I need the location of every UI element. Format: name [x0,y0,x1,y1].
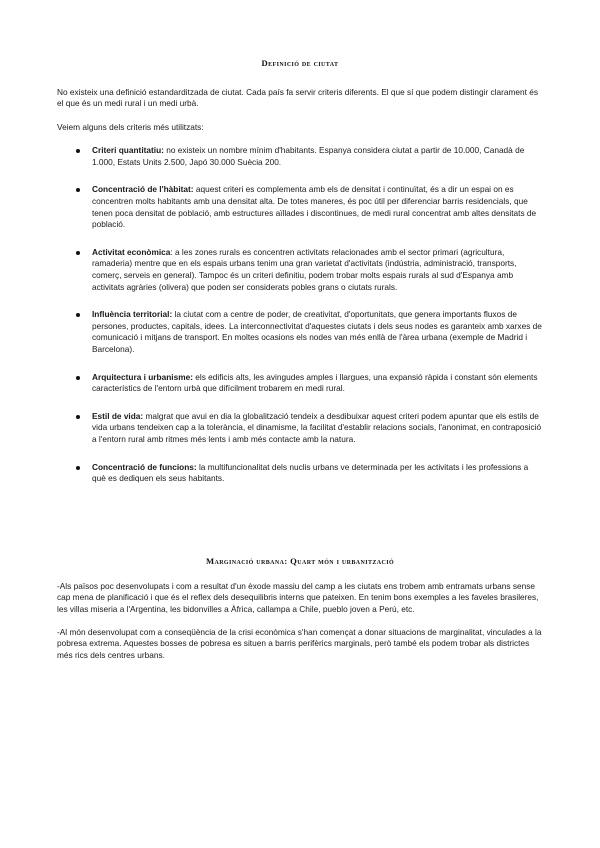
bullet-icon [76,415,80,419]
list-item [57,372,543,395]
intro-paragraph: No existeix una definició estandarditzada de ciutat. Cada país fa servir criteris diferents. El que sí que podem distingir clarament és el que és un medi rural i un medi urbà. [57,87,539,109]
list-item [57,184,543,230]
criteria-term: Criteri quantitatiu: [92,145,164,156]
criteria-text: : a les zones rurals es concentren activitats relacionades amb el sector primari (agricultura, ramaderia) mentre que en els espais urbans tenim una gran varietat d'activitats (indústria, administració, transports, comerç, serveis en general). Tampoc és un criteri definitiu, podem trobar molts espais rurals al sud d'Espanya amb activitats agràries (olivera) que poden ser considerats pobles grans o ciutats rurals. [92,246,517,292]
criteria-term: Arquitectura i urbanisme: [92,371,193,382]
criteria-term: Influència territorial: [92,309,173,320]
list-item [57,411,543,446]
list-item [57,462,543,485]
criteria-lead: Veiem alguns dels criteris més utilitzats: [57,121,204,132]
bullet-icon [76,251,80,255]
criteria-text: malgrat que avui en dia la globalització tendeix a desdibuixar aquest criteri podem apuntar que els estils de vida urbans tendeixen cap a la tolerància, el dinamisme, la facilitat d'establir relacions socials, l'anonimat, en contraposició a l'entorn rural amb ritmes més lents i amb més contacte amb la natura. [92,410,542,444]
list-item [57,145,543,168]
bullet-icon [76,466,80,470]
criteria-term: Activitat econòmica [92,246,171,257]
bullet-icon [76,313,80,317]
marginacio-paragraph: -Als països poc desenvolupats i com a resultat d'un èxode massiu del camp a les ciutats ens trobem amb entramats urbans sense cap mena de planificació i que és el reflex dels desequilibris interns que pateixen. En tenim bons exemples a les faveles brasileres, les villas miseria a l'Argentina, les bidonvilles a Àfrica, callampa a Chile, pueblo joven a Perú, etc. [57,580,539,614]
list-item [57,309,543,355]
criteria-text: aquest criteri es complementa amb els de densitat i continuïtat, és a dir un espai on es concentren molts habitants amb una densitat alta. De totes maneres, és poc útil per diferenciar barris residencials, que tenen poca densitat de població, amb estructures aïllades i discontinues, de medi rural concentrat amb altes densitats de població. [92,184,537,230]
list-item [57,247,543,293]
criteria-text: la ciutat com a centre de poder, de creativitat, d'oportunitats, que genera importants fluxos de persones, productes, capitals, idees. La interconnectivitat d'aquestes ciutats i dels seus nodes es garanteix amb xarxes de comunicació i mitjans de transport. En moltes ocasions els nodes van més enllà de l'àrea urbana (exemple de Madrid i Barcelona). [92,309,542,354]
criteria-text: els edificis alts, les avingudes amples i llargues, una expansió ràpida i constant són elements característics de l'entorn urbà que difícilment trobarem en medi rural. [92,371,538,394]
marginacio-paragraph: -Al món desenvolupat com a conseqüència de la crisi econòmica s'han començat a donar situacions de marginalitat, vinculades a la pobresa extrema. Aquestes bosses de pobresa es situen a barris perifèrics marginals, però també els podem trobar als districtes més rics dels centres urbans. [57,626,542,660]
criteria-term: Concentració de funcions: [92,461,197,472]
bullet-icon [76,188,80,192]
criteria-term: Concentració de l'hàbitat: [92,184,194,195]
criteria-text: la multifuncionalitat dels nuclis urbans ve determinada per les activitats i les professions a què es dediquen els seus habitants. [92,461,529,484]
section-title-marginacio: Marginació urbana: Quart món i urbanització [205,555,395,566]
section-title-definicio: Definició de ciutat [261,58,339,68]
criteria-text: no existeix un nombre mínim d'habitants. Espanya considera ciutat a partir de 10.000, Canadà de 1.000, Estats Units 2.500, Japó 30.000 Suècia 200. [92,145,525,167]
bullet-icon [76,149,80,153]
bullet-icon [76,376,80,380]
criteria-list [57,145,543,484]
criteria-term: Estil de vida: [92,410,144,421]
section-spacer [57,501,543,556]
